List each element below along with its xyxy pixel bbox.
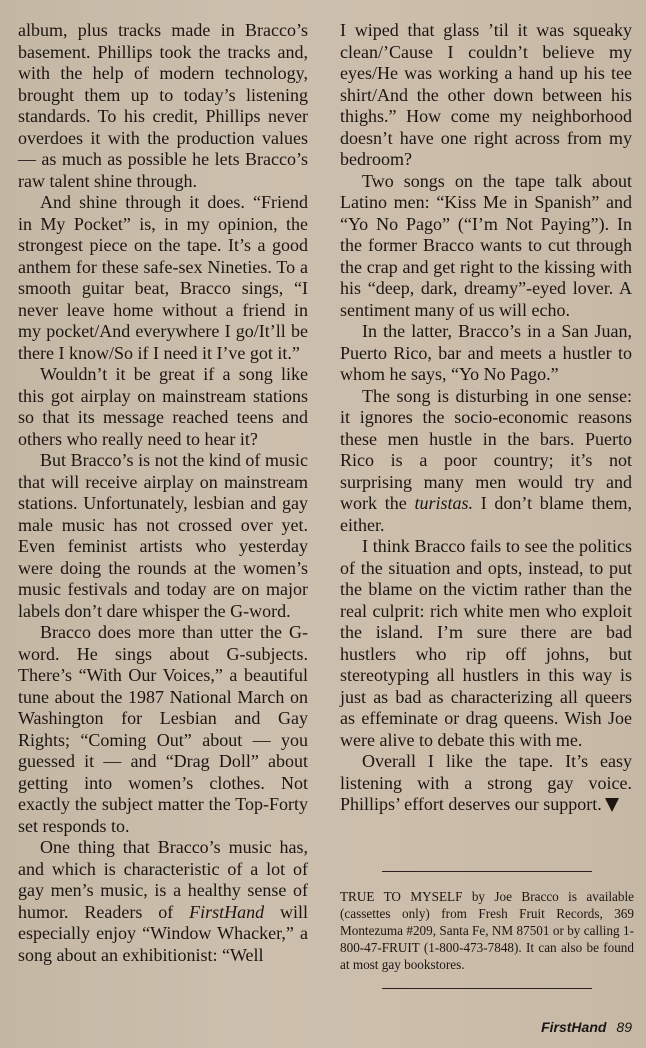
paragraph-friend-in-my-pocket: And shine through it does. “Friend in My Pocket” is, in my opinion, the strongest piece on the tape. It’s a good anthem for these safe-sex Nineties. To a smooth guitar beat, Bracco sings, “I never leave home without a friend in my pocket/And everywhere I go/It’ll be there I know/So if I need it I’ve got it.” [18,192,308,363]
humor-text-start: One thing that Bracco’s music has, and which is characteristic of a lot of gay men’s music, is a healthy sense of humor. Readers of [18,837,308,922]
paragraph-disturbing [340,386,632,537]
paragraph-yo-no-pago: In the latter, Bracco’s in a San Juan, Puerto Rico, bar and meets a hustler to whom he says, “Yo No Pago.” [340,321,632,384]
paragraph-airplay-wish: Wouldn’t it be great if a song like this got airplay on mainstream stations so that its message reached teens and others who really need to hear it? [18,364,308,449]
disturbing-text-start: The song is disturbing in one sense: it ignores the socio-economic reasons these men hustle in the bars. Puerto Rico is a poor country; it’s not surprising many men would try and work the [340,385,632,513]
paragraph-conclusion [340,751,632,816]
conclusion-text: Overall I like the tape. It’s easy listening with a strong gay voice. Phillips’ effort deserves our support. [340,751,632,814]
right-column [340,20,632,816]
disturbing-italic-turistas: turistas. [414,493,473,513]
paragraph-politics: I think Bracco fails to see the politics of the situation and opts, instead, to put the blame on the victim rather than the real culprit: rich white men who exploit the island. I’m sure there are bad hustlers who rip off johns, but stereotyping all hustlers in this way is just as bad as characterizing all queers as effeminate or drag queens. Wish Joe were alive to debate this with me. [340,536,632,750]
page-footer [541,1019,632,1035]
availability-note: TRUE TO MYSELF by Joe Bracco is available (cassettes only) from Fresh Fruit Records, 369 Montezuma #209, Santa Fe, NM 87501 or by calling 1-800-47-FRUIT (1-800-473-7848). It can also be found at most gay bookstores. [340,889,634,972]
footer-page-number: 89 [616,1019,632,1035]
end-of-article-triangle-icon [605,798,619,812]
sidebar-top-rule [382,871,592,872]
paragraph-latino-songs: Two songs on the tape talk about Latino men: “Kiss Me in Spanish” and “Yo No Pago” (“I’m Not Paying”). In the former Bracco wants to cut through the crap and get right to the kissing with his “deep, dark, dreamy”-eyed lover. A sentiment many of us will echo. [340,170,632,320]
paragraph-mainstream: But Bracco’s is not the kind of music that will receive airplay on mainstream stations. Unfortunately, lesbian and gay male music has not crossed over yet. Even feminist artists who yesterday were doing the rounds at the women’s music festivals and today are on major labels don’t dare whisper the G-word. [18,450,308,621]
disturbing-text-end: I don’t blame them, either. [340,493,633,535]
footer-publication: FirstHand [541,1019,607,1035]
paragraph-album: album, plus tracks made in Bracco’s basement. Phillips took the tracks and, with the help of modern technology, brought them up to today’s listening standards. To his credit, Phillips never overdoes it with the production values — as much as possible he lets Bracco’s raw talent shine through. [18,20,308,191]
left-column [18,20,308,966]
humor-italic-publication: FirstHand [189,901,265,922]
paragraph-humor [18,837,308,966]
paragraph-g-word: Bracco does more than utter the G-word. He sings about G-subjects. There’s “With Our Voices,” a beautiful tune about the 1987 National March on Washington for Lesbian and Gay Rights; “Coming Out” about — you guessed it — and “Drag Doll” about getting into women’s clothes. Not exactly the subject matter the Top-Forty set responds to. [18,622,308,836]
humor-text-end: will especially enjoy “Window Whacker,” a song about an exhibitionist: “Well [18,901,308,965]
sidebar-bottom-rule [382,988,592,989]
paragraph-window-whacker-lyric: I wiped that glass ’til it was squeaky clean/’Cause I couldn’t believe my eyes/He was working a hand up his tee shirt/And the other down between his thighs.” How come my neighborhood doesn’t have one right across from my bedroom? [340,20,632,169]
